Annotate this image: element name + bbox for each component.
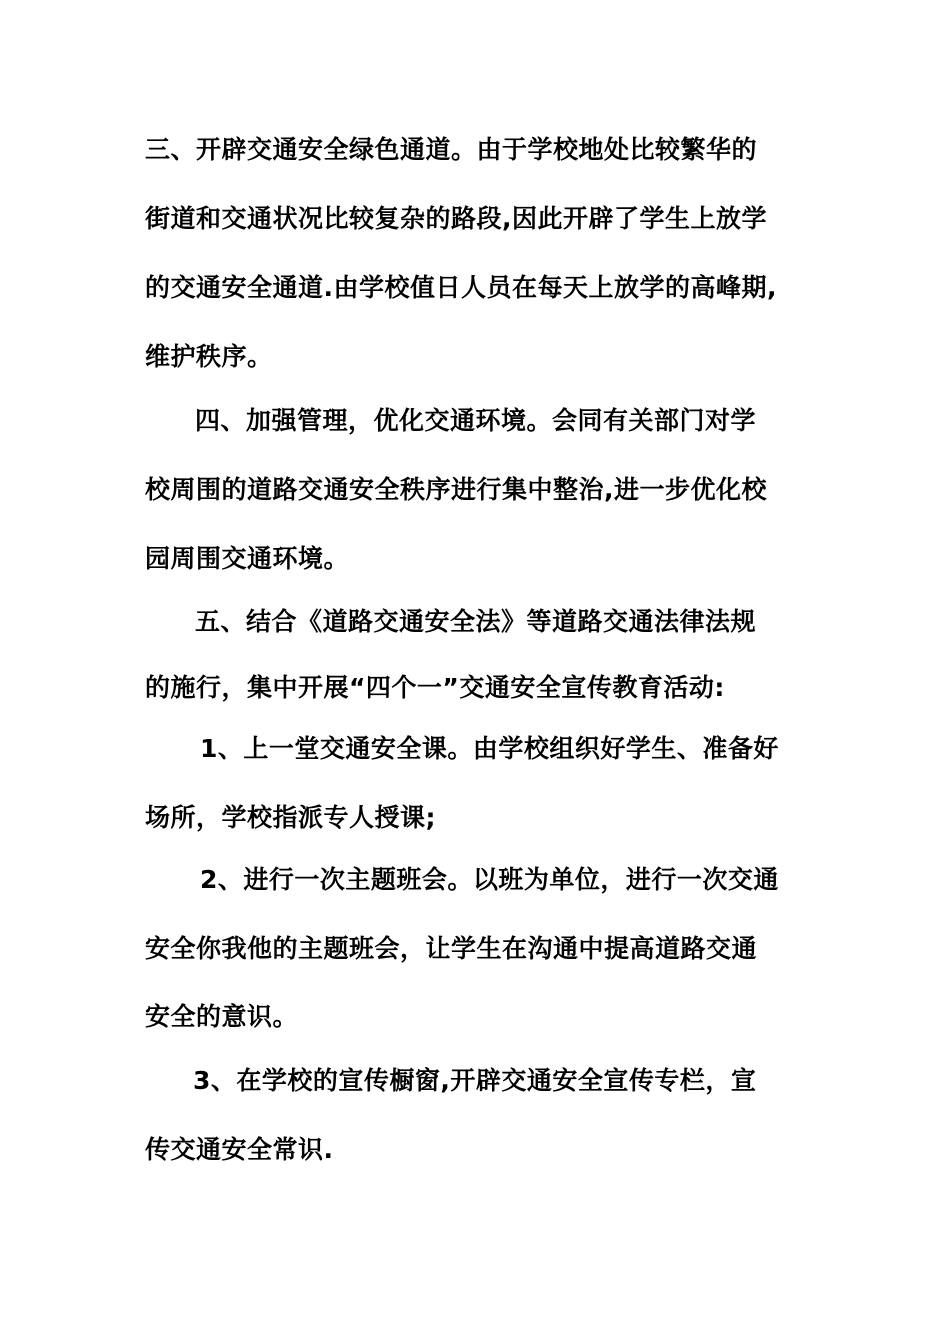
text-line: 2、进行一次主题班会。以班为单位，进行一次交通 (200, 865, 779, 894)
text-line: 安全的意识。 (145, 1002, 299, 1031)
text-line: 维护秩序。 (145, 342, 273, 371)
text-line: 三、开辟交通安全绿色通道。由于学校地处比较繁华的 (145, 135, 758, 164)
text-line: 传交通安全常识. (145, 1135, 334, 1164)
text-line: 的施行，集中开展“四个一”交通安全宣传教育活动: (145, 673, 725, 702)
text-line: 场所，学校指派专人授课; (145, 803, 436, 832)
text-line: 的交通安全通道.由学校值日人员在每天上放学的高峰期, (145, 273, 777, 302)
text-line: 安全你我他的主题班会，让学生在沟通中提高道路交通 (145, 934, 758, 963)
text-line: 四、加强管理，优化交通环境。会同有关部门对学 (195, 406, 757, 435)
text-line: 1、上一堂交通安全课。由学校组织好学生、准备好 (200, 734, 779, 763)
text-line: 五、结合《道路交通安全法》等道路交通法律法规 (195, 607, 757, 636)
text-line: 园周围交通环境。 (145, 544, 350, 573)
text-line: 3、在学校的宣传橱窗,开辟交通安全宣传专栏，宣 (193, 1066, 757, 1095)
text-line: 街道和交通状况比较复杂的路段,因此开辟了学生上放学 (145, 204, 767, 233)
text-line: 校周围的道路交通安全秩序进行集中整治,进一步优化校 (145, 475, 767, 504)
